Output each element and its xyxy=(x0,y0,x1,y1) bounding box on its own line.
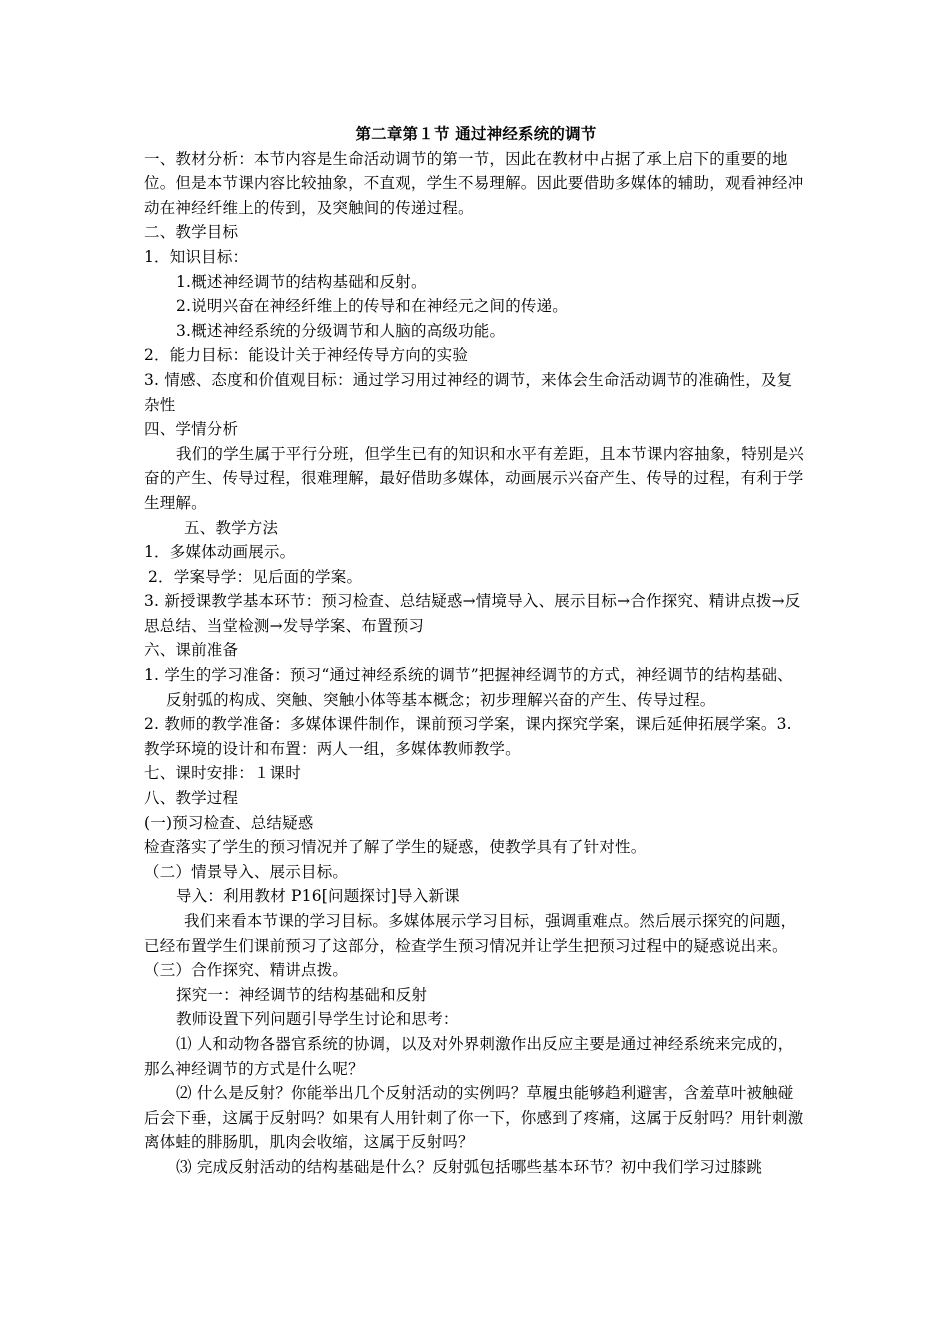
section-heading-methods: 五、教学方法 xyxy=(184,518,279,537)
prep-teacher: 2. 教师的教学准备：多媒体课件制作，课前预习学案，课内探究学案，课后延伸拓展学案。3. 教学环境的设计和布置：两人一组，多媒体教师教学。 xyxy=(144,715,792,758)
process-step-2-text: 我们来看本节课的学习目标。多媒体展示学习目标，强调重难点。然后展示探究的问题，已经布置学生们课前预习了这部分，检查学生预习情况并让学生把预习过程中的疑惑说出来。 xyxy=(144,912,797,955)
document-title: 第二章第１节 通过神经系统的调节 xyxy=(355,124,597,143)
section-heading-process: 八、教学过程 xyxy=(144,789,239,808)
inquiry-1-heading: 探究一：神经调节的结构基础和反射 xyxy=(176,985,428,1004)
process-step-1-text: 检查落实了学生的预习情况并了解了学生的疑惑，使教学具有了针对性。 xyxy=(144,838,647,857)
prep-student: 1. 学生的学习准备：预习“通过神经系统的调节”把握神经调节的方式，神经调节的结构基础、反射弧的构成、突触、突触小体等基本概念；初步理解兴奋的产生、传导过程。 xyxy=(144,666,793,709)
goal-knowledge-heading: 1．知识目标： xyxy=(144,247,249,266)
goal-ability: 2．能力目标：能设计关于神经传导方向的实验 xyxy=(144,346,469,365)
goal-emotion: 3. 情感、态度和价值观目标：通过学习用过神经的调节，来体会生命活动调节的准确性，及复杂性 xyxy=(144,370,793,414)
process-step-2-heading: （二）情景导入、展示目标。 xyxy=(144,862,349,881)
question-3: ⑶ 完成反射活动的结构基础是什么？反射弧包括哪些基本环节？初中我们学习过膝跳 xyxy=(176,1157,763,1176)
document-body xyxy=(144,122,808,1180)
question-1: ⑴ 人和动物各器官系统的协调，以及对外界刺激作出反应主要是通过神经系统来完成的，那么神经调节的方式是什么呢？ xyxy=(144,1034,794,1078)
process-step-1-heading: (一)预习检查、总结疑惑 xyxy=(144,813,314,832)
knowledge-goal-1: 1.概述神经调节的结构基础和反射。 xyxy=(176,272,427,291)
section-heading-student-analysis: 四、学情分析 xyxy=(144,420,239,439)
process-step-2-intro: 导入：利用教材 P16[问题探讨]导入新课 xyxy=(176,887,460,906)
section-schedule: 七、课时安排：１课时 xyxy=(144,764,302,783)
section-material-analysis: 一、教材分析：本节内容是生命活动调节的第一节，因此在教材中占据了承上启下的重要的地位。但是本节课内容比较抽象，不直观，学生不易理解。因此要借助多媒体的辅助，观看神经冲动在神经纤维上的传到，及突触间的传递过程。 xyxy=(144,149,804,217)
method-3: 3. 新授课教学基本环节：预习检查、总结疑惑→情境导入、展示目标→合作探究、精讲点拨→反思总结、当堂检测→发导学案、布置预习 xyxy=(144,592,801,635)
inquiry-1-intro: 教师设置下列问题引导学生讨论和思考： xyxy=(176,1010,459,1029)
process-step-3-heading: （三）合作探究、精讲点拨。 xyxy=(144,961,349,980)
student-analysis-text: 我们的学生属于平行分班，但学生已有的知识和水平有差距，且本节课内容抽象，特别是兴奋的产生、传导过程，很难理解，最好借助多媒体，动画展示兴奋产生、传导的过程，有利于学生理解。 xyxy=(144,444,805,512)
knowledge-goal-3: 3.概述神经系统的分级调节和人脑的高级功能。 xyxy=(176,321,506,340)
method-2: 2．学案导学：见后面的学案。 xyxy=(148,567,363,586)
question-2: ⑵ 什么是反射？你能举出几个反射活动的实例吗？草履虫能够趋利避害，含羞草叶被触碰后会下垂，这属于反射吗？如果有人用针刺了你一下，你感到了疼痛，这属于反射吗？用针刺激离体蛙的腓肠肌，肌肉会收缩，这属于反射吗？ xyxy=(144,1084,804,1152)
section-heading-preparation: 六、课前准备 xyxy=(144,641,239,660)
method-1: 1．多媒体动画展示。 xyxy=(144,543,296,562)
section-heading-goals: 二、教学目标 xyxy=(144,223,239,242)
knowledge-goal-2: 2.说明兴奋在神经纤维上的传导和在神经元之间的传递。 xyxy=(176,297,568,316)
